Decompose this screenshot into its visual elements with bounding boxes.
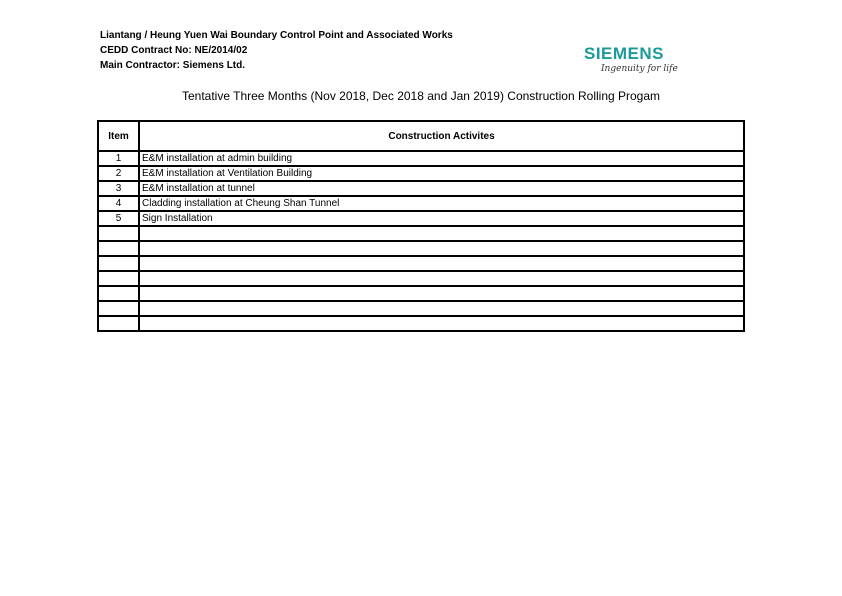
table-row — [98, 286, 744, 301]
activity-cell: E&M installation at Ventilation Building — [139, 166, 744, 181]
item-number-cell: 3 — [98, 181, 139, 196]
table-row — [98, 196, 744, 211]
main-contractor: Main Contractor: Siemens Ltd. — [100, 60, 246, 71]
column-header-item: Item — [98, 121, 139, 151]
table-row — [98, 151, 744, 166]
item-number-cell — [98, 241, 139, 256]
table-row — [98, 226, 744, 241]
table-row — [98, 271, 744, 286]
activity-cell — [139, 301, 744, 316]
item-number-cell — [98, 316, 139, 331]
item-number-cell: 4 — [98, 196, 139, 211]
table-row — [98, 301, 744, 316]
logo-tagline: Ingenuity for life — [601, 64, 678, 74]
document-header — [100, 28, 453, 73]
item-number-cell: 2 — [98, 166, 139, 181]
activity-cell — [139, 316, 744, 331]
table-row — [98, 211, 744, 226]
item-number-cell — [98, 226, 139, 241]
table-row — [98, 256, 744, 271]
activity-cell: E&M installation at tunnel — [139, 181, 744, 196]
activity-cell — [139, 256, 744, 271]
activity-cell: Cladding installation at Cheung Shan Tunnel — [139, 196, 744, 211]
activity-cell — [139, 241, 744, 256]
table-row — [98, 181, 744, 196]
item-number-cell: 5 — [98, 211, 139, 226]
activity-cell — [139, 226, 744, 241]
page-title — [0, 88, 842, 104]
column-header-activities: Construction Activites — [139, 121, 744, 151]
item-number-cell — [98, 301, 139, 316]
item-number-cell: 1 — [98, 151, 139, 166]
project-title: Liantang / Heung Yuen Wai Boundary Control Point and Associated Works — [100, 30, 453, 41]
siemens-logo — [584, 45, 684, 75]
table-row — [98, 241, 744, 256]
construction-program-table — [97, 120, 745, 332]
table-row — [98, 166, 744, 181]
table-row — [98, 316, 744, 331]
page-title-text: Tentative Three Months (Nov 2018, Dec 2018 and Jan 2019) Construction Rolling Progam — [181, 89, 661, 103]
table-header-row — [98, 121, 744, 151]
item-number-cell — [98, 286, 139, 301]
item-number-cell — [98, 256, 139, 271]
activity-cell: E&M installation at admin building — [139, 151, 744, 166]
contract-number: CEDD Contract No: NE/2014/02 — [100, 45, 248, 56]
logo-wordmark: SIEMENS — [584, 44, 665, 63]
table-body — [98, 151, 744, 331]
item-number-cell — [98, 271, 139, 286]
activity-cell — [139, 286, 744, 301]
activity-cell — [139, 271, 744, 286]
activity-cell: Sign Installation — [139, 211, 744, 226]
